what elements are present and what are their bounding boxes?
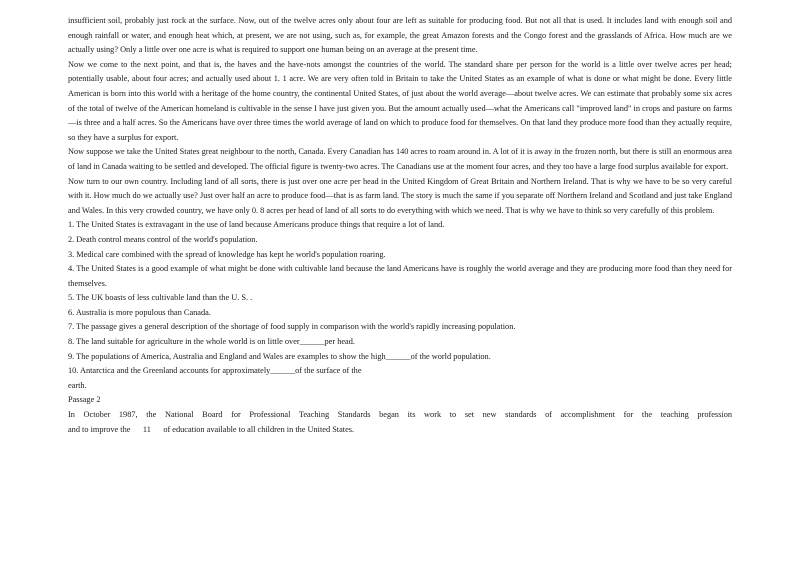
question-2: 2. Death control means control of the world's population.	[68, 234, 258, 244]
passage-2-heading: Passage 2	[68, 395, 101, 405]
passage-paragraph-1: insufficient soil, probably just rock at the surface. Now, out of the twelve acres only about four are left as suitable for producing food. But not all that is used. It includes land with enough soil and enough rainfall or water, and enough heat which, at present, we are not using, such as, for example, the great Amazon forests and the Congo forest and the grasslands of Africa. How much are we actually using? Only a little over one acre is what is required to support one human being on an average at the present time.	[68, 16, 732, 55]
question-8: 8. The land suitable for agriculture in the whole world is on little over______per head.	[68, 337, 355, 347]
passage-paragraph-4: Now turn to our own country. Including land of all sorts, there is just over one acre per head in the United Kingdom of Great Britain and Northern Ireland. That is why we have to be so very careful with it. How much do we actually use? Just over half an acre to produce food—that is as farm land. The story is much the same if you separate off Northern Ireland and Scotland and just take England and Wales. In this very crowded country, we have only 0. 8 acres per head of land of all sorts to do everything with which we need. That is why we have to think so very carefully of this problem.	[68, 176, 732, 215]
question-5: 5. The UK boasts of less cultivable land than the U. S. .	[68, 293, 253, 303]
question-7: 7. The passage gives a general description of the shortage of food supply in comparison with the world's rapidly increasing population.	[68, 322, 516, 332]
question-3: 3. Medical care combined with the spread of knowledge has kept he world's population roaring.	[68, 249, 386, 259]
question-4: 4. The United States is a good example of what might be done with cultivable land because the land Americans have is roughly the world average and they are producing more food than they need for themselves.	[68, 264, 732, 288]
question-1: 1. The United States is extravagant in the use of land because Americans produce things that require a lot of land.	[68, 220, 445, 230]
passage-paragraph-3: Now suppose we take the United States great neighbour to the north, Canada. Every Canadian has 140 acres to roam around in. A lot of it is away in the frozen north, but there is still an enormous area of land in Canada waiting to be settled and developed. The official figure is twenty-two acres. The Canadians use at the moment four acres, and they too have a large food surplus available for export.	[68, 147, 732, 171]
passage-2-line-1: In October 1987, the National Board for Professional Teaching Standards began its work to set new standards of accomplishment for the teaching profession	[68, 410, 732, 420]
passage-2-line-2: and to improve the 11 of education available to all children in the United States.	[68, 424, 355, 434]
question-6: 6. Australia is more populous than Canada.	[68, 307, 211, 317]
question-10-continuation: earth.	[68, 380, 87, 390]
question-9: 9. The populations of America, Australia and England and Wales are examples to show the high______of the world population.	[68, 351, 491, 361]
document-page	[68, 14, 732, 437]
question-10: 10. Antarctica and the Greenland accounts for approximately______of the surface of the	[68, 366, 362, 376]
passage-paragraph-2: Now we come to the next point, and that is, the haves and the have-nots amongst the countries of the world. The standard share per person for the world is a little over twelve acres per head; potentially usable, about four acres; and actually used about 1. 1 acre. We are very often told in Britain to take the United States as an example of what is done or what might be done. Every little American is born into this world with a heritage of the home country, the continental United States, of just about the world average—about twelve acres. We can estimate that probably some six acres of the total of twelve of the American homeland is cultivable in the sense I have just given you. But the amount actually used—what the Americans call "improved land" in crops and pasture on farms—is three and a half acres. So the Americans have over three times the world average of land on which to produce food for themselves. On that land they produce more food than they actually require, so they have a surplus for export.	[68, 59, 732, 142]
